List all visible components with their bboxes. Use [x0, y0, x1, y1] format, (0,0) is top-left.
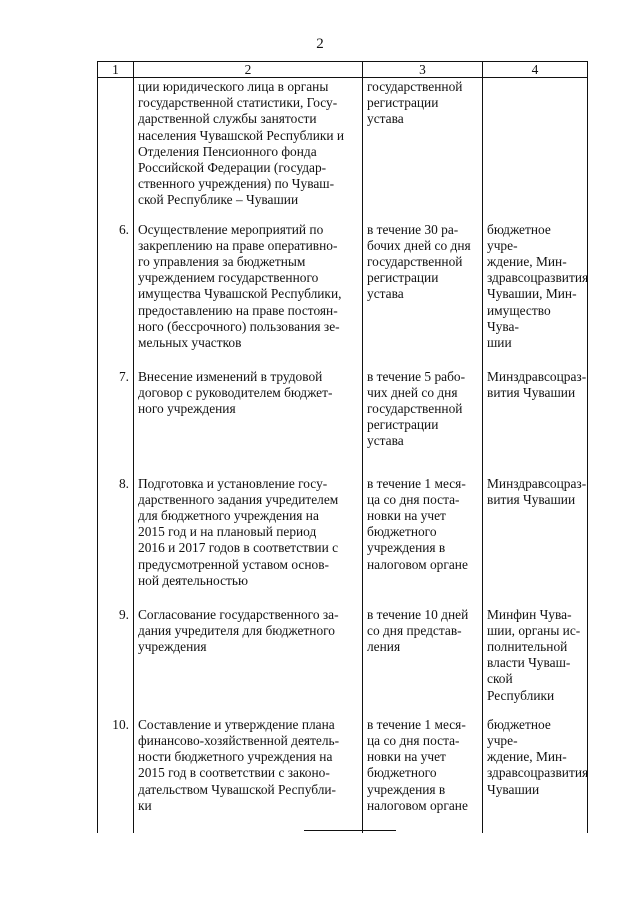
footer-separator-line: [304, 830, 396, 831]
event-text: ции юридического лица в органы государственной статистики, Госу- дарственной службы занятости населения Чувашской Республики и Отделения Пенсионного фонда Российской Федерации (государ- ственного учреждения) по Чуваш- ской Республике – Чувашии: [138, 79, 345, 208]
event-text: Осуществление мероприятий по закреплению на праве оперативно- го управления за бюджетным учреждением государственного имущества Чувашской Республики, предоставлению на праве постоян- ного (бессрочного) пользования зе- мельных участков: [138, 221, 342, 351]
table-row: [98, 463, 588, 594]
responsible-text: Минздравсоцраз- вития Чувашии: [487, 368, 587, 400]
page-number: 2: [316, 36, 324, 52]
term-text: в течение 10 дней со дня представ- ления: [367, 606, 469, 655]
row-number: 8.: [98, 463, 134, 594]
row-number: 9.: [98, 594, 134, 704]
event-text: Подготовка и установление госу- дарственного задания учредителем для бюджетного учреждения на 2015 год и на плановый период 2016 и 2017 годов в соответствии с предусмотренной уставом основ- ной деятельностью: [138, 475, 339, 588]
term-text: в течение 5 рабо- чих дней со дня государственной регистрации устава: [367, 368, 466, 449]
term-text: в течение 1 меся- ца со дня поста- новки на учет бюджетного учреждения в налоговом органе: [367, 716, 468, 813]
responsible-text: бюджетное учре- ждение, Мин- здравсоцразвития Чувашии: [487, 716, 589, 797]
column-header-term: 3: [363, 62, 483, 78]
table-row: [98, 594, 588, 704]
table-row: [98, 78, 588, 209]
event-text: Внесение изменений в трудовой договор с руководителем бюджет- ного учреждения: [138, 368, 333, 417]
term-text: в течение 30 ра- бочих дней со дня государственной регистрации устава: [367, 221, 471, 302]
row-number: [98, 78, 134, 209]
event-text: Согласование государственного за- дания учредителя для бюджетного учреждения: [138, 606, 339, 655]
term-text: государственной регистрации устава: [367, 79, 463, 127]
table-row: [98, 209, 588, 356]
table-header-row: [98, 62, 588, 78]
column-header-event: 2: [134, 62, 363, 78]
responsible-text: бюджетное учре- ждение, Мин- здравсоцразвития Чувашии, Мин- имущество Чува- шии: [487, 221, 589, 351]
event-text: Составление и утверждение плана финансово-хозяйственной деятель- ности бюджетного учреждения на 2015 год в соответствии с законо- дательством Чувашской Республи- ки: [138, 716, 340, 813]
row-number: 6.: [98, 209, 134, 356]
term-text: в течение 1 меся- ца со дня поста- новки на учет бюджетного учреждения в налоговом органе: [367, 475, 468, 572]
column-header-responsible: 4: [483, 62, 588, 78]
row-number: 10.: [98, 704, 134, 833]
column-header-number: 1: [98, 62, 134, 78]
measures-table: [97, 61, 588, 833]
table-row: [98, 704, 588, 833]
row-number: 7.: [98, 356, 134, 463]
table-row: [98, 356, 588, 463]
responsible-text: Минфин Чува- шии, органы ис- полнительной власти Чуваш- ской Республики: [487, 606, 581, 703]
responsible-text: Минздравсоцраз- вития Чувашии: [487, 475, 587, 507]
